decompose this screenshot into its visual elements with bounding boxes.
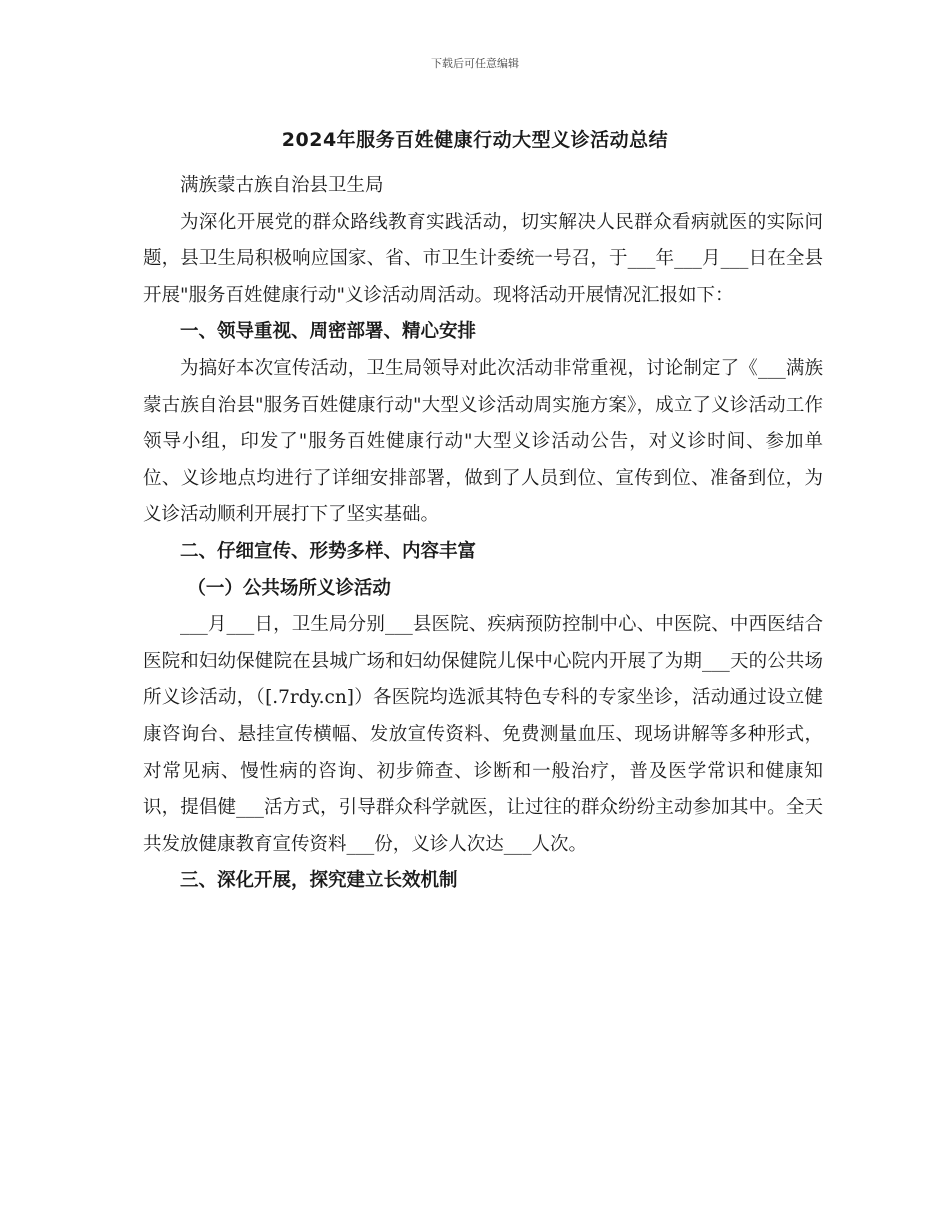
intro-paragraph: 为深化开展党的群众路线教育实践活动，切实解决人民群众看病就医的实际问题，县卫生局积极响应国家、省、市卫生计委统一号召，于___年___月___日在全县开展"服务百姓健康行动"义诊活动周活动。现将活动开展情况汇报如下： — [143, 211, 823, 306]
author-line: 满族蒙古族自治县卫生局 — [180, 175, 384, 196]
section-3-heading: 三、深化开展，探究建立长效机制 — [180, 870, 458, 892]
document-title: 2024年服务百姓健康行动大型义诊活动总结 — [281, 129, 669, 151]
page-header-note: 下载后可任意编辑 — [431, 57, 519, 70]
document-body — [143, 168, 823, 900]
section-1-heading: 一、领导重视、周密部署、精心安排 — [180, 321, 477, 343]
section-2-subheading: （一）公共场所义诊活动 — [187, 577, 391, 599]
section-2-paragraph: ___月___日，卫生局分别___县医院、疾病预防控制中心、中医院、中西医结合医院和妇幼保健院在县城广场和妇幼保健院儿保中心院内开展了为期___天的公共场所义诊活动，（[.7rdy.cn]）各医院均选派其特色专科的专家坐诊，活动通过设立健康咨询台、悬挂宣传横幅、发放宣传资料、免费测量血压、现场讲解等多种形式，对常见病、慢性病的咨询、初步筛查、诊断和一般治疗，普及医学常识和健康知识，提倡健___活方式，引导群众科学就医，让过往的群众纷纷主动参加其中。全天共发放健康教育宣传资料___份，义诊人次达___人次。 — [143, 614, 823, 855]
section-2-heading: 二、仔细宣传、形势多样、内容丰富 — [180, 540, 477, 562]
section-1-paragraph: 为搞好本次宣传活动，卫生局领导对此次活动非常重视，讨论制定了《___满族蒙古族自治县"服务百姓健康行动"大型义诊活动周实施方案》，成立了义诊活动工作领导小组，印发了"服务百姓健康行动"大型义诊活动公告，对义诊时间、参加单位、义诊地点均进行了详细安排部署，做到了人员到位、宣传到位、准备到位，为义诊活动顺利开展打下了坚实基础。 — [143, 357, 823, 526]
